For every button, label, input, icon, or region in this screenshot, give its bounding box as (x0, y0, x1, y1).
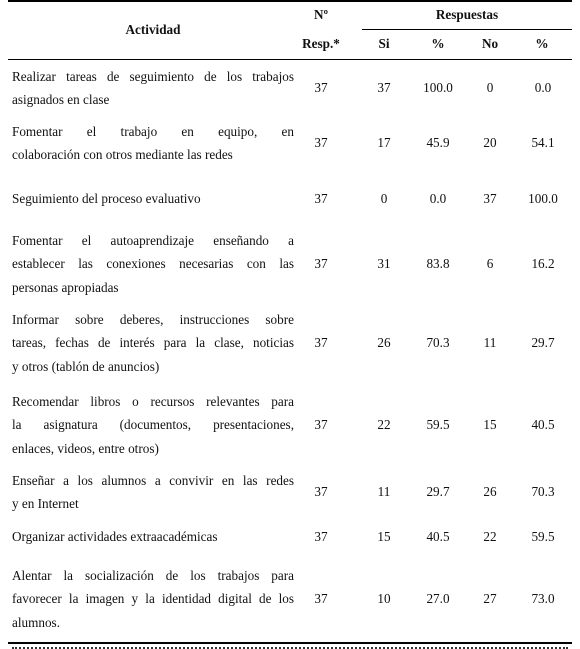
actividad-line: Fomentar el autoaprendizaje enseñando a (12, 232, 294, 248)
cell-no: 22 (483, 529, 497, 544)
actividad-line: y otros (tablón de anuncios) (12, 358, 160, 374)
cell-si: 0 (380, 191, 388, 206)
cell-no: 27 (483, 591, 497, 606)
cell-pct-no: 73.0 (531, 591, 555, 606)
actividad-line: Organizar actividades extraacadémicas (12, 529, 218, 545)
actividad-line: establecer las conexiones necesarias con las (12, 256, 294, 272)
actividad-line: Alentar la socialización de los trabajos para (12, 567, 294, 583)
respuestas-underline (362, 29, 572, 30)
header-actividad: Actividad (125, 21, 181, 37)
cell-pct-no: 59.5 (531, 529, 555, 544)
cell-actividad (12, 228, 294, 300)
cell-pct-no: 54.1 (531, 135, 555, 150)
actividad-line: Realizar tareas de seguimiento de los trabajos (12, 68, 294, 84)
cell-pct-si: 27.0 (426, 591, 450, 606)
header-pct-no: % (535, 36, 549, 51)
cell-resp: 37 (314, 591, 328, 606)
cell-actividad (12, 468, 294, 516)
cell-pct-si: 40.5 (426, 529, 450, 544)
cell-resp: 37 (314, 256, 328, 271)
cell-no: 11 (483, 335, 497, 350)
cell-pct-no: 70.3 (531, 484, 555, 499)
header-no: No (481, 36, 499, 51)
actividad-line: Seguimiento del proceso evaluativo (12, 191, 201, 207)
cell-pct-si: 29.7 (426, 484, 450, 499)
cell-no: 6 (486, 256, 494, 271)
cell-si: 31 (377, 256, 391, 271)
header-si: Si (378, 36, 390, 51)
cell-pct-no: 16.2 (531, 256, 555, 271)
cell-no: 0 (486, 80, 494, 95)
cell-pct-si: 59.5 (426, 417, 450, 432)
cell-actividad (12, 175, 294, 223)
cell-pct-si: 0.0 (429, 191, 447, 206)
actividad-line: enlaces, videos, entre otros) (12, 440, 159, 456)
cell-si: 10 (377, 591, 391, 606)
cell-pct-no: 100.0 (528, 191, 558, 206)
cell-si: 11 (377, 484, 391, 499)
cell-resp: 37 (314, 135, 328, 150)
cell-no: 20 (483, 135, 497, 150)
cell-pct-si: 83.8 (426, 256, 450, 271)
cell-no: 37 (483, 191, 497, 206)
cell-actividad (12, 520, 294, 554)
cell-resp: 37 (314, 335, 328, 350)
actividad-line: Fomentar el trabajo en equipo, en (12, 123, 294, 139)
cell-actividad (12, 563, 294, 635)
cell-si: 17 (377, 135, 391, 150)
cell-resp: 37 (314, 529, 328, 544)
actividad-line: favorecer la imagen y la identidad digital de los (12, 591, 294, 607)
cell-resp: 37 (314, 80, 328, 95)
actividad-line: Informar sobre deberes, instrucciones sobre (12, 311, 294, 327)
cell-actividad (12, 388, 294, 462)
cell-no: 15 (483, 417, 497, 432)
actividad-line: y en Internet (12, 496, 79, 511)
cell-pct-no: 40.5 (531, 417, 555, 432)
cell-actividad (12, 118, 294, 168)
cell-si: 22 (377, 417, 391, 432)
cell-actividad (12, 305, 294, 381)
actividad-line: colaboración con otros mediante las redes (12, 147, 233, 162)
cell-resp: 37 (314, 417, 328, 432)
actividad-line: tareas, fechas de interés para la clase, noticias (12, 335, 294, 351)
cell-pct-no: 0.0 (534, 80, 552, 95)
cell-pct-si: 100.0 (423, 80, 453, 95)
header-pct-si: % (431, 36, 445, 51)
actividad-line: Recomendar libros o recursos relevantes para (12, 393, 294, 409)
cell-resp: 37 (314, 191, 328, 206)
header-nresp-top: Nº (314, 7, 328, 22)
header-respuestas: Respuestas (435, 7, 499, 22)
actividad-line: asignados en clase (12, 92, 110, 107)
actividad-line: la asignatura (documentos, presentaciones, (12, 417, 294, 433)
cell-si: 15 (377, 529, 391, 544)
cell-pct-no: 29.7 (531, 335, 555, 350)
bottom-rule (8, 642, 572, 644)
actividad-line: alumnos. (12, 614, 60, 630)
actividad-line: personas apropiadas (12, 279, 119, 295)
header-bottom-rule (8, 59, 572, 60)
cell-pct-si: 70.3 (426, 335, 450, 350)
cell-actividad (12, 64, 294, 112)
actividad-line: Enseñar a los alumnos a convivir en las redes (12, 472, 294, 488)
cell-si: 37 (377, 80, 391, 95)
cell-resp: 37 (314, 484, 328, 499)
header-nresp-bottom: Resp.* (302, 36, 340, 51)
cell-pct-si: 45.9 (426, 135, 450, 150)
cell-no: 26 (483, 484, 497, 499)
cell-si: 26 (377, 335, 391, 350)
